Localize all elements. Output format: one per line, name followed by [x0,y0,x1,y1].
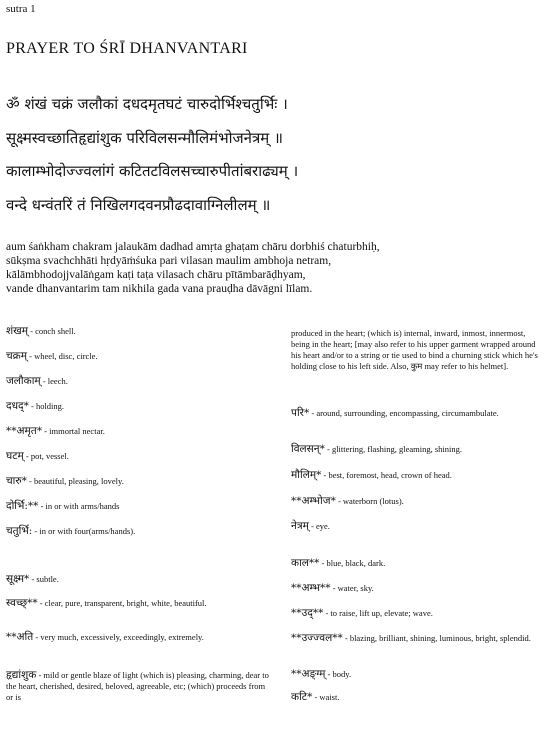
transliteration [6,240,541,296]
glossary-meaning: - very much, excessively, exceedingly, extremely. [33,632,204,642]
verse-line: वन्दे धन्वंतरिं तं निखिलगदवनप्रौढदावाग्निलीलम् ॥ [6,196,271,214]
glossary-meaning: - beautiful, pleasing, lovely. [26,476,124,486]
glossary-entry [291,470,543,481]
glossary-meaning: - to raise, lift up, elevate; wave. [323,608,433,618]
glossary-meaning: - leech. [40,376,68,386]
glossary-meaning: - water, sky. [330,583,374,593]
glossary-word: हृद्यांशुक [6,669,37,681]
glossary-word: दधद्* [6,400,29,412]
glossary-meaning: - waterborn (lotus). [335,496,404,506]
translit-line: vande dhanvantarim tam nikhila gada vana prauḍha dāvāgni līlam. [6,283,313,295]
glossary-entry [6,670,270,703]
glossary-word: कटि* [291,691,313,703]
glossary-word: चक्रम् [6,350,28,362]
glossary-word: जलौकाम् [6,375,41,387]
glossary-entry [6,376,270,387]
glossary-meaning: - in or with arms/hands [38,501,120,511]
glossary-entry [291,669,543,680]
glossary-word: **अमृत* [6,425,43,437]
verse-line: कालाम्भोदोज्ज्वलांगं कटितटविलसच्चारुपीतांबराढ्यम् । [6,162,299,180]
glossary-word: मौलिम्* [291,469,322,481]
translit-line: kālāmbhodojjvalāṅgam kaṭi taṭa vilasach chāru pītāmbarāḍhyam, [6,269,306,281]
glossary-entry [6,598,270,609]
glossary-meaning: - holding. [28,401,65,411]
glossary-meaning: - mild or gentle blaze of light (which is) pleasing, charming, dear to the heart, cherished, desired, beloved, agreeable, etc; (which) proceeds from or is [6,670,269,702]
glossary-word: विलसन्* [291,443,325,455]
glossary-word: **अम्भ** [291,582,331,594]
glossary-word: घटम् [6,450,24,462]
glossary-entry [6,326,270,337]
glossary-entry [6,574,270,585]
glossary-meaning: - clear, pure, transparent, bright, white, beautiful. [37,598,207,608]
page-title: PRAYER TO ŚRĪ DHANVANTARI [6,40,248,57]
glossary-entry [291,408,543,419]
glossary-entry [6,526,270,537]
glossary-entry [291,444,543,455]
glossary-entry [6,632,270,643]
glossary-entry [291,521,543,532]
glossary-entry [291,692,543,703]
glossary-word: शंखम् [6,325,29,337]
glossary-entry [6,401,270,412]
glossary-meaning: - waist. [312,692,340,702]
glossary-word: **अङ्ग्म् [291,668,326,680]
glossary-meaning: - conch shell. [28,326,76,336]
glossary-meaning: - subtle. [29,574,59,584]
glossary-meaning: - eye. [308,521,330,531]
glossary-word: दोर्भि:** [6,500,39,512]
glossary-continuation: produced in the heart; (which is) internal, inward, inmost, innermost, being in the heart; [may also refer to his upper garment wrapped around his heart and/or to a string or tie used to bind a churning stick which he's holding close to his left side. Also, कुम may refer to his helmet]. [291,328,538,371]
glossary-entry [6,351,270,362]
glossary-word: **अति [6,631,34,643]
glossary-word: परि* [291,407,310,419]
glossary-meaning: - pot, vessel. [23,451,69,461]
verse-line: ॐ शंखं चक्रं जलौकां दधदमृतघटं चारुदोर्भिश्चतुर्भिः । [6,95,288,113]
glossary-meaning: - blue, black, dark. [319,558,386,568]
glossary-entry [291,496,543,507]
verse-line: सूक्ष्मस्वच्छातिहृद्यांशुक परिविलसन्मौलिमंभोजनेत्रम् ॥ [6,129,284,147]
glossary-meaning: - immortal nectar. [42,426,105,436]
glossary-word: **उद्** [291,607,324,619]
glossary-meaning: - body. [325,669,352,679]
glossary-entry [6,476,270,487]
glossary-entry [291,633,543,644]
glossary-entry [291,608,543,619]
glossary-meaning: - around, surrounding, encompassing, circumambulate. [309,408,499,418]
translit-line: aum śaṅkham chakram jalaukām dadhad amṛta ghaṭam chāru dorbhiś chaturbhiḥ, [6,241,380,253]
glossary-meaning: - blazing, brilliant, shining, luminous, bright, splendid. [342,633,531,643]
glossary-word: **अम्भोज* [291,495,336,507]
glossary-word: सूक्ष्म* [6,573,30,585]
glossary-entry [6,426,270,437]
glossary-entry [291,558,543,569]
glossary-word: नेत्रम् [291,520,309,532]
glossary-meaning: - glittering, flashing, gleaming, shining. [324,444,463,454]
glossary-word: चारु* [6,475,27,487]
glossary-meaning: - best, foremost, head, crown of head. [321,470,452,480]
sutra-label: sutra 1 [6,3,36,15]
glossary-word: चतुर्भि: [6,525,33,537]
glossary-meaning: - wheel, disc, circle. [27,351,98,361]
translit-line: sūkṣma svachchhāti hṛdyāṁśuka pari vilasan maulim ambhoja netram, [6,255,332,267]
glossary-meaning: - in or with four(arms/hands). [32,526,136,536]
glossary-entry [291,583,543,594]
glossary-entry [6,451,270,462]
glossary-entry [6,501,270,512]
glossary-word: **उज्ज्वल** [291,632,343,644]
glossary-word: स्वच्छ्** [6,597,38,609]
glossary-word: काल** [291,557,320,569]
